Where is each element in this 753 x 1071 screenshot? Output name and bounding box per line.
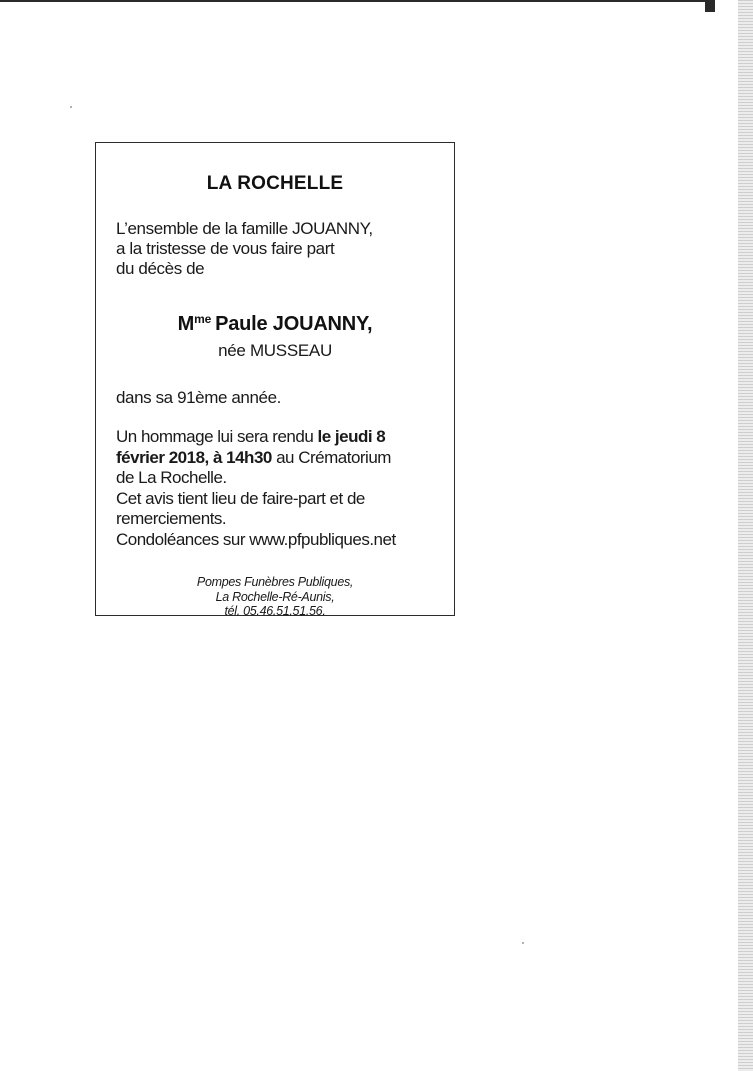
- scan-corner-mark: [705, 0, 715, 12]
- notice-heading: LA ROCHELLE: [206, 173, 344, 194]
- deceased-name: [96, 312, 454, 336]
- intro-line: a la tristesse de vous faire part: [116, 239, 335, 258]
- tribute-prefix: Un hommage lui sera rendu: [116, 427, 318, 446]
- ceremony-details: [116, 427, 451, 550]
- notice-statement-1: Cet avis tient lieu de faire-part et de: [116, 488, 365, 508]
- footer-line: Pompes Funèbres Publiques,: [196, 575, 354, 589]
- footer-line: La Rochelle-Ré-Aunis,: [215, 589, 335, 604]
- intro-line: du décès de: [116, 259, 205, 278]
- footer-line: tél. 05.46.51.51.56.: [224, 604, 326, 618]
- obituary-notice: [95, 142, 455, 616]
- condolences-line: Condoléances sur www.pfpubliques.net: [116, 529, 396, 549]
- tribute-date-part2: février 2018, à 14h30: [116, 447, 272, 467]
- tribute-line-1: [116, 427, 451, 448]
- tribute-place: de La Rochelle.: [116, 468, 227, 487]
- tribute-suffix: au Crématorium: [271, 447, 391, 467]
- deceased-full-name: Paule JOUANNY,: [215, 313, 373, 335]
- scan-speck: [70, 106, 72, 108]
- maiden-name: née MUSSEAU: [218, 341, 332, 360]
- tribute-date-part1: le jeudi 8: [317, 427, 386, 446]
- funeral-home-footer: [96, 575, 454, 619]
- honorific-superscript: me: [194, 312, 212, 326]
- notice-intro: [116, 219, 436, 279]
- scan-top-edge: [0, 0, 710, 2]
- scan-speck: [522, 942, 524, 944]
- intro-line: L’ensemble de la famille JOUANNY,: [116, 219, 373, 238]
- tribute-line-2: [116, 448, 451, 469]
- age-line: dans sa 91ème année.: [116, 388, 281, 407]
- scan-right-edge: [738, 0, 753, 1071]
- honorific: M: [177, 313, 195, 335]
- notice-statement-2: remerciements.: [116, 509, 227, 528]
